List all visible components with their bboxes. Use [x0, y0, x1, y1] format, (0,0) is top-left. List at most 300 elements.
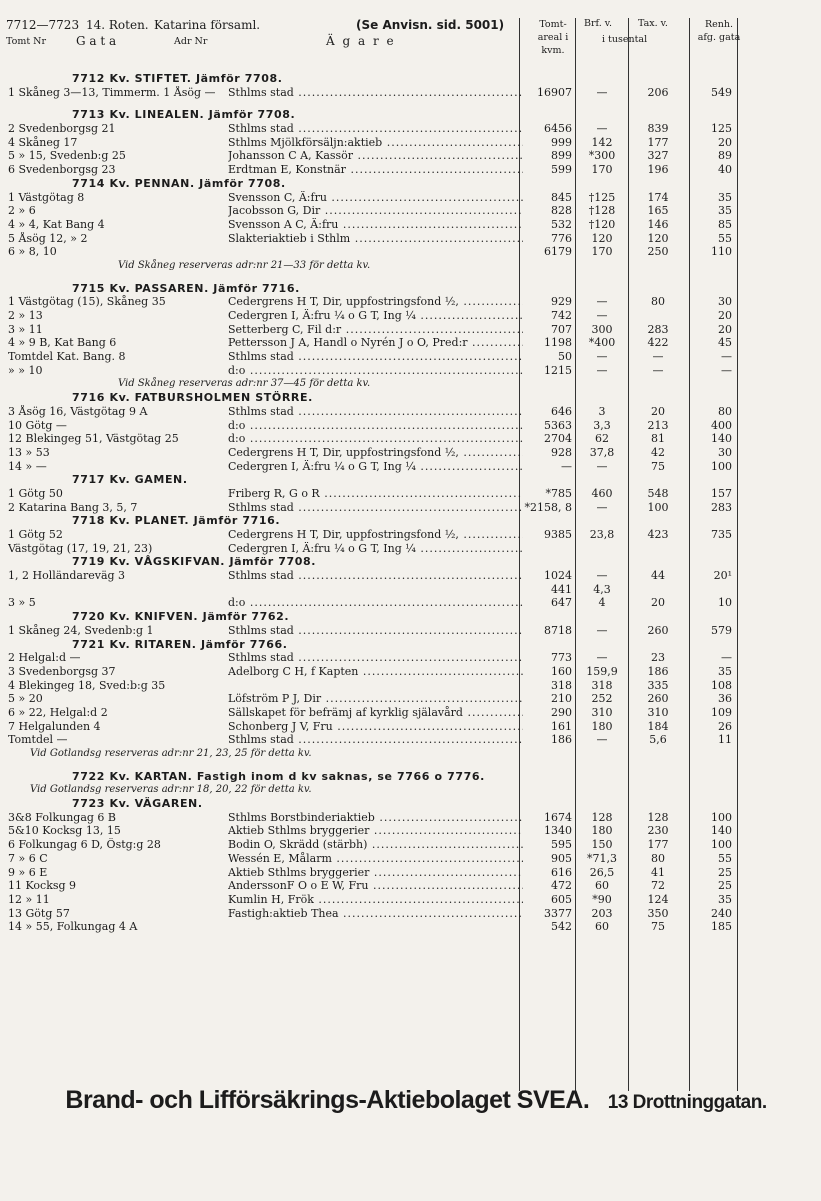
table-row: [0, 487, 821, 501]
table-row: [0, 232, 821, 246]
fire-value-cell: —: [596, 459, 608, 473]
street-fee-cell: 35: [718, 892, 732, 906]
tax-value-cell: 80: [651, 851, 665, 865]
table-row: [0, 528, 821, 542]
street-fee-cell: 109: [711, 705, 732, 719]
table-row: [0, 679, 821, 693]
area-cell: 186: [551, 733, 572, 747]
col-header-tomt: Tomt Nr: [6, 36, 47, 47]
table-row: [0, 542, 821, 556]
tax-value-cell: 260: [647, 692, 669, 706]
fire-value-cell: *71,3: [587, 851, 617, 865]
note-text: Vid Gotlandsg reserveras adr:nr 21, 23, 25 för detta kv.: [30, 748, 312, 759]
address-cell: 14 » 55, Folkungag 4 A: [8, 920, 138, 934]
fire-value-cell: —: [596, 122, 608, 136]
area-cell: 776: [551, 231, 572, 245]
street-fee-cell: 35: [718, 190, 732, 204]
owner-cell: d:o .....: [228, 419, 523, 433]
address-cell: 11 Kocksg 9: [8, 879, 77, 893]
district-label: 14. Roten.: [86, 18, 149, 32]
col-header-tusental: i tusental: [602, 34, 648, 45]
address-cell: 12 » 11: [8, 892, 50, 906]
street-fee-cell: 55: [718, 851, 732, 865]
fire-value-cell: 120: [591, 231, 613, 245]
block-heading: [0, 177, 821, 191]
address-cell: 2 Helgal:d —: [8, 651, 81, 665]
address-cell: 1 Götg 52: [8, 528, 63, 541]
address-cell: 4 Blekingeg 18, Sved:b:g 35: [8, 678, 166, 692]
area-cell: 595: [551, 838, 572, 852]
table-row: [0, 163, 821, 177]
area-cell: 1198: [544, 336, 572, 350]
tax-value-cell: 548: [647, 486, 669, 500]
owner-cell: Sthlms Borstbinderiaktieb .....: [228, 811, 523, 825]
parish-label: Katarina församl.: [154, 18, 261, 32]
address-cell: 6 » 22, Helgal:d 2: [8, 705, 108, 719]
street-fee-cell: 45: [718, 336, 732, 350]
block-heading: [0, 72, 821, 86]
address-cell: Tomtdel Kat. Bang. 8: [8, 350, 126, 364]
owner-cell: Cedergren I, Ä:fru ¼ o G T, Ing ¼ .....: [228, 460, 523, 474]
note-text: Vid Gotlandsg reserveras adr:nr 18, 20, 22 för detta kv.: [30, 784, 312, 796]
area-cell: 160: [551, 664, 572, 678]
owner-cell: Sthlms stad .....: [228, 569, 523, 583]
fire-value-cell: †125: [588, 190, 616, 204]
street-fee-cell: 85: [718, 217, 732, 231]
fire-value-cell: —: [596, 295, 608, 309]
tax-value-cell: 20: [651, 596, 665, 610]
owner-cell: Aktieb Sthlms bryggerier .....: [228, 866, 523, 880]
fire-value-cell: 128: [591, 810, 613, 824]
table-row: [0, 419, 821, 433]
address-cell: 6 Svedenborgsg 23: [8, 163, 116, 177]
area-cell: 1024: [544, 569, 572, 583]
area-cell: 1215: [544, 363, 572, 377]
owner-cell: Svensson A C, Ä:fru .....: [228, 218, 523, 232]
area-cell: 5363: [544, 418, 572, 432]
address-cell: 12 Blekingeg 51, Västgötag 25: [8, 432, 179, 446]
table-row: [0, 907, 821, 921]
fire-value-cell: *90: [592, 892, 612, 906]
tax-value-cell: 335: [647, 678, 669, 692]
table-row: [0, 893, 821, 907]
street-fee-cell: 11: [718, 733, 732, 747]
tax-value-cell: —: [652, 350, 664, 364]
owner-cell: Sthlms stad .....: [228, 350, 523, 364]
tax-value-cell: 177: [647, 135, 669, 149]
owner-cell: Cedergren I, Ä:fru ¼ o G T, Ing ¼ .....: [228, 542, 523, 556]
fire-value-cell: †128: [588, 204, 616, 218]
area-cell: 647: [551, 596, 572, 610]
owner-cell: Erdtman E, Konstnär .....: [228, 163, 523, 177]
street-fee-cell: 549: [711, 85, 732, 99]
table-row: [0, 733, 821, 747]
owner-cell: Jacobsson G, Dir .....: [228, 204, 523, 218]
col-header-tax: Tax. v.: [638, 18, 668, 29]
tax-value-cell: 146: [647, 217, 669, 231]
fire-value-cell: —: [596, 569, 608, 583]
address-cell: 6 » 8, 10: [8, 245, 57, 259]
address-cell: 4 » 9 B, Kat Bang 6: [8, 336, 117, 350]
fire-value-cell: 60: [595, 879, 609, 893]
block-title: 7721 Kv. RITAREN. Jämför 7766.: [72, 637, 288, 651]
tax-value-cell: 100: [647, 500, 669, 514]
fire-value-cell: 26,5: [589, 865, 615, 879]
tax-value-cell: 310: [647, 705, 669, 719]
street-fee-cell: 26: [718, 719, 732, 733]
fire-value-cell: †120: [588, 217, 616, 231]
address-cell: 1, 2 Holländareväg 3: [8, 569, 126, 583]
table-row: [0, 596, 821, 610]
note-text: Vid Skåneg reserveras adr:nr 21—33 för detta kv.: [118, 259, 371, 271]
block-heading: [0, 610, 821, 624]
block-title: 7712 Kv. STIFTET. Jämför 7708.: [72, 72, 283, 85]
owner-cell: Sthlms stad .....: [228, 651, 523, 665]
tax-value-cell: 177: [647, 838, 669, 852]
address-cell: 2 Svedenborgsg 21: [8, 122, 116, 136]
table-row: [0, 460, 821, 474]
table-row: [0, 852, 821, 866]
tax-value-cell: 184: [647, 719, 669, 733]
street-fee-cell: 100: [711, 838, 732, 852]
fire-value-cell: —: [596, 85, 608, 99]
street-fee-cell: 25: [718, 879, 732, 893]
block-title: 7722 Kv. KARTAN. Fastigh inom d kv saknas, se 7766 o 7776.: [72, 769, 485, 783]
street-fee-cell: 579: [711, 623, 732, 637]
table-row: [0, 295, 821, 309]
address-cell: Västgötag (17, 19, 21, 23): [8, 541, 153, 555]
address-cell: 1 Skåneg 3—13, Timmerm. 1 Åsög —: [8, 85, 216, 99]
area-cell: 2704: [544, 432, 572, 446]
owner-cell: Cedergren I, Ä:fru ¼ o G T, Ing ¼ .....: [228, 309, 523, 323]
reservation-note: [0, 377, 821, 391]
tax-value-cell: 206: [647, 85, 669, 99]
address-cell: 7 » 6 C: [8, 851, 48, 865]
area-cell: 542: [551, 920, 572, 934]
area-cell: 905: [551, 851, 572, 865]
owner-cell: Cedergrens H T, Dir, uppfostringsfond ½, .....: [228, 528, 523, 542]
owner-cell: d:o .....: [228, 432, 523, 446]
table-row: [0, 824, 821, 838]
block-heading: [0, 108, 821, 122]
tax-value-cell: 839: [647, 122, 669, 136]
address-cell: 3 » 5: [8, 596, 36, 610]
fire-value-cell: 252: [591, 692, 613, 706]
address-cell: Tomtdel —: [8, 733, 68, 747]
tax-value-cell: 423: [647, 528, 669, 541]
address-cell: 5 » 20: [8, 692, 43, 706]
tax-value-cell: 42: [651, 445, 665, 459]
street-fee-cell: 125: [711, 122, 732, 136]
owner-cell: Sthlms stad .....: [228, 624, 523, 638]
col-header-adr: Adr Nr: [174, 36, 208, 47]
row-spacer: [0, 99, 821, 108]
address-cell: 10 Götg —: [8, 418, 67, 432]
fire-value-cell: —: [596, 350, 608, 364]
fire-value-cell: 23,8: [589, 528, 615, 541]
owner-cell: Svensson C, Ä:fru .....: [228, 191, 523, 205]
table-row: [0, 651, 821, 665]
owner-cell: Aktieb Sthlms bryggerier .....: [228, 824, 523, 838]
fire-value-cell: *300: [588, 149, 616, 163]
owner-cell: Slakteriaktieb i Sthlm .....: [228, 232, 523, 246]
area-cell: 1340: [544, 824, 572, 838]
table-row: [0, 204, 821, 218]
area-cell: 50: [558, 350, 572, 364]
address-cell: 2 » 13: [8, 309, 43, 322]
address-cell: 1 Götg 50: [8, 486, 63, 500]
block-title: 7720 Kv. KNIFVEN. Jämför 7762.: [72, 610, 290, 624]
fire-value-cell: 318: [591, 678, 613, 692]
table-row: [0, 336, 821, 350]
tax-value-cell: 250: [647, 245, 669, 259]
tax-value-cell: 80: [651, 295, 665, 309]
fire-value-cell: 170: [591, 245, 613, 259]
block-title: 7719 Kv. VÅGSKIFVAN. Jämför 7708.: [72, 555, 317, 569]
block-title: 7713 Kv. LINEALEN. Jämför 7708.: [72, 108, 296, 122]
table-row: [0, 692, 821, 706]
block-heading: [0, 555, 821, 569]
area-cell: 999: [551, 135, 572, 149]
area-cell: 773: [551, 651, 572, 665]
street-fee-cell: 400: [711, 418, 732, 432]
note-text: Vid Skåneg reserveras adr:nr 37—45 för detta kv.: [118, 378, 371, 390]
area-cell: 472: [551, 879, 572, 893]
address-cell: 2 » 6: [8, 204, 36, 218]
street-fee-cell: 283: [711, 500, 732, 514]
owner-cell: Sthlms stad .....: [228, 733, 523, 747]
tax-value-cell: —: [652, 363, 664, 377]
tax-value-cell: 120: [647, 231, 669, 245]
row-spacer: [0, 761, 821, 770]
area-cell: 6179: [544, 245, 572, 259]
address-cell: 3&8 Folkungag 6 B: [8, 810, 117, 824]
owner-cell: Fastigh:aktieb Thea .....: [228, 907, 523, 921]
street-fee-cell: 735: [711, 528, 732, 541]
register-table: [0, 72, 821, 934]
tax-value-cell: 124: [647, 892, 669, 906]
tax-value-cell: 174: [647, 190, 669, 204]
table-row: [0, 350, 821, 364]
fire-value-cell: 37,8: [589, 445, 615, 459]
tax-value-cell: 327: [647, 149, 669, 163]
footer-address: 13 Drottninggatan.: [607, 1092, 767, 1113]
street-fee-cell: 20: [718, 322, 732, 336]
street-fee-cell: 20: [718, 135, 732, 149]
block-heading: [0, 391, 821, 405]
block-heading: [0, 770, 821, 784]
col-header-agare: Ä g a r e: [326, 34, 396, 48]
page-range: 7712—7723: [6, 18, 80, 32]
owner-cell: Sthlms stad .....: [228, 501, 523, 515]
fire-value-cell: 159,9: [586, 664, 618, 678]
address-cell: 9 » 6 E: [8, 865, 48, 879]
area-cell: *785: [545, 486, 572, 500]
block-heading: [0, 473, 821, 487]
tax-value-cell: 283: [647, 322, 669, 336]
footer-title: Brand- och Lifförsäkrings-Aktiebolaget SVEA.: [65, 1086, 590, 1114]
block-heading: [0, 797, 821, 811]
owner-cell: Cedergrens H T, Dir, uppfostringsfond ½, .....: [228, 295, 523, 309]
reservation-note: [0, 259, 821, 273]
area-cell: 16907: [537, 85, 572, 99]
area-cell: 532: [551, 217, 572, 231]
area-cell: 899: [551, 149, 572, 163]
street-fee-cell: 36: [718, 692, 732, 706]
table-row: [0, 501, 821, 515]
street-fee-cell: 20¹: [713, 569, 732, 583]
street-fee-cell: 157: [711, 486, 732, 500]
street-fee-cell: 140: [711, 824, 732, 838]
street-fee-cell: 55: [718, 231, 732, 245]
street-fee-cell: 100: [711, 810, 732, 824]
street-fee-cell: 30: [718, 295, 732, 309]
fire-value-cell: —: [596, 363, 608, 377]
table-row: [0, 405, 821, 419]
street-fee-cell: 108: [711, 678, 732, 692]
block-title: 7717 Kv. GAMEN.: [72, 473, 188, 487]
street-fee-cell: 240: [711, 906, 732, 920]
table-row: [0, 879, 821, 893]
tax-value-cell: 75: [651, 459, 665, 473]
street-fee-cell: 100: [711, 459, 732, 473]
table-row: [0, 569, 821, 583]
fire-value-cell: 203: [591, 906, 613, 920]
area-cell: 1674: [544, 810, 572, 824]
fire-value-cell: 180: [591, 719, 613, 733]
fire-value-cell: —: [596, 623, 608, 637]
owner-cell: Kumlin H, Frök .....: [228, 893, 523, 907]
fire-value-cell: —: [596, 309, 608, 322]
address-cell: » » 10: [8, 363, 43, 377]
reservation-note: [0, 747, 821, 761]
block-heading: [0, 514, 821, 528]
table-row: [0, 309, 821, 323]
owner-cell: d:o .....: [228, 364, 523, 378]
address-cell: 1 Västgötag 8: [8, 190, 85, 204]
table-row: [0, 446, 821, 460]
col-header-brf: Brf. v.: [584, 18, 612, 29]
area-cell: 646: [551, 404, 572, 418]
tax-value-cell: 41: [651, 865, 665, 879]
tax-value-cell: 81: [651, 432, 665, 446]
street-fee-cell: —: [721, 350, 732, 364]
street-fee-cell: 20: [718, 309, 732, 322]
table-row: [0, 364, 821, 378]
table-row: [0, 838, 821, 852]
address-cell: 7 Helgalunden 4: [8, 719, 101, 733]
tax-value-cell: 5,6: [649, 733, 667, 747]
table-row: [0, 720, 821, 734]
address-cell: 14 » —: [8, 459, 47, 473]
street-fee-cell: 140: [711, 432, 732, 446]
owner-cell: Sthlms stad .....: [228, 405, 523, 419]
row-spacer: [0, 273, 821, 282]
block-title: 7718 Kv. PLANET. Jämför 7716.: [72, 514, 281, 528]
table-row: [0, 323, 821, 337]
block-heading: [0, 282, 821, 296]
reference-note: (Se Anvisn. sid. 5001): [356, 18, 505, 32]
street-fee-cell: 185: [711, 920, 732, 934]
area-cell: 3377: [544, 906, 572, 920]
fire-value-cell: 180: [591, 824, 613, 838]
col-header-gata: G a t a: [76, 34, 117, 48]
page-header: [6, 18, 816, 56]
area-cell: 928: [551, 445, 572, 459]
owner-cell: Bodin O, Skrädd (stärbh) .....: [228, 838, 523, 852]
tax-value-cell: 230: [647, 824, 669, 838]
address-cell: 1 Skåneg 24, Svedenb:g 1: [8, 623, 154, 637]
block-title: 7723 Kv. VÄGAREN.: [72, 797, 203, 811]
owner-cell: Sthlms stad .....: [228, 122, 523, 136]
address-cell: 6 Folkungag 6 D, Östg:g 28: [8, 838, 161, 852]
area-cell: 742: [551, 309, 572, 322]
table-row: [0, 191, 821, 205]
tax-value-cell: 213: [647, 418, 669, 432]
area-cell: 290: [551, 705, 572, 719]
address-cell: 3 Åsög 16, Västgötag 9 A: [8, 404, 148, 418]
fire-value-cell: 4,3: [593, 582, 611, 596]
owner-cell: Johansson C A, Kassör .....: [228, 149, 523, 163]
fire-value-cell: 170: [591, 163, 613, 177]
street-fee-cell: 35: [718, 664, 732, 678]
tax-value-cell: 165: [647, 204, 669, 218]
area-cell: 845: [551, 190, 572, 204]
table-row: [0, 811, 821, 825]
tax-value-cell: 23: [651, 651, 665, 665]
area-cell: 9385: [544, 528, 572, 541]
tax-value-cell: 260: [647, 623, 669, 637]
tax-value-cell: 20: [651, 404, 665, 418]
tax-value-cell: 196: [647, 163, 669, 177]
owner-cell: Schonberg J V, Fru .....: [228, 720, 523, 734]
fire-value-cell: 4: [598, 596, 606, 610]
area-cell: 707: [551, 322, 572, 336]
fire-value-cell: 3: [598, 404, 606, 418]
address-cell: 2 Katarina Bang 3, 5, 7: [8, 500, 138, 514]
block-title: 7716 Kv. FATBURSHOLMEN STÖRRE.: [72, 391, 313, 405]
tax-value-cell: 186: [647, 664, 669, 678]
address-cell: 5&10 Kocksg 13, 15: [8, 824, 121, 838]
fire-value-cell: 60: [595, 920, 609, 934]
table-row: [0, 149, 821, 163]
street-fee-cell: 40: [718, 163, 732, 177]
address-cell: 3 » 11: [8, 322, 43, 336]
table-row: [0, 866, 821, 880]
owner-cell: Pettersson J A, Handl o Nyrén J o O, Pred:r .....: [228, 336, 523, 350]
fire-value-cell: 150: [591, 838, 613, 852]
table-row: [0, 920, 821, 934]
table-row: [0, 136, 821, 150]
fire-value-cell: —: [596, 733, 608, 747]
area-cell: 210: [551, 692, 572, 706]
area-cell: 161: [551, 719, 572, 733]
area-cell: 8718: [544, 623, 572, 637]
owner-cell: AnderssonF O o E W, Fru .....: [228, 879, 523, 893]
area-cell: 318: [551, 678, 572, 692]
table-row: [0, 432, 821, 446]
tax-value-cell: 128: [647, 810, 669, 824]
footer-advertisement: [36, 1086, 796, 1115]
col-header-areal: Tomt- areal i kvm.: [537, 19, 569, 56]
owner-cell: Wessén E, Målarm .....: [228, 852, 523, 866]
area-cell: 616: [551, 865, 572, 879]
street-fee-cell: 110: [711, 245, 732, 259]
address-cell: 4 » 4, Kat Bang 4: [8, 217, 105, 231]
fire-value-cell: 300: [591, 322, 613, 336]
block-title: 7715 Kv. PASSAREN. Jämför 7716.: [72, 281, 300, 295]
street-fee-cell: —: [721, 651, 732, 665]
